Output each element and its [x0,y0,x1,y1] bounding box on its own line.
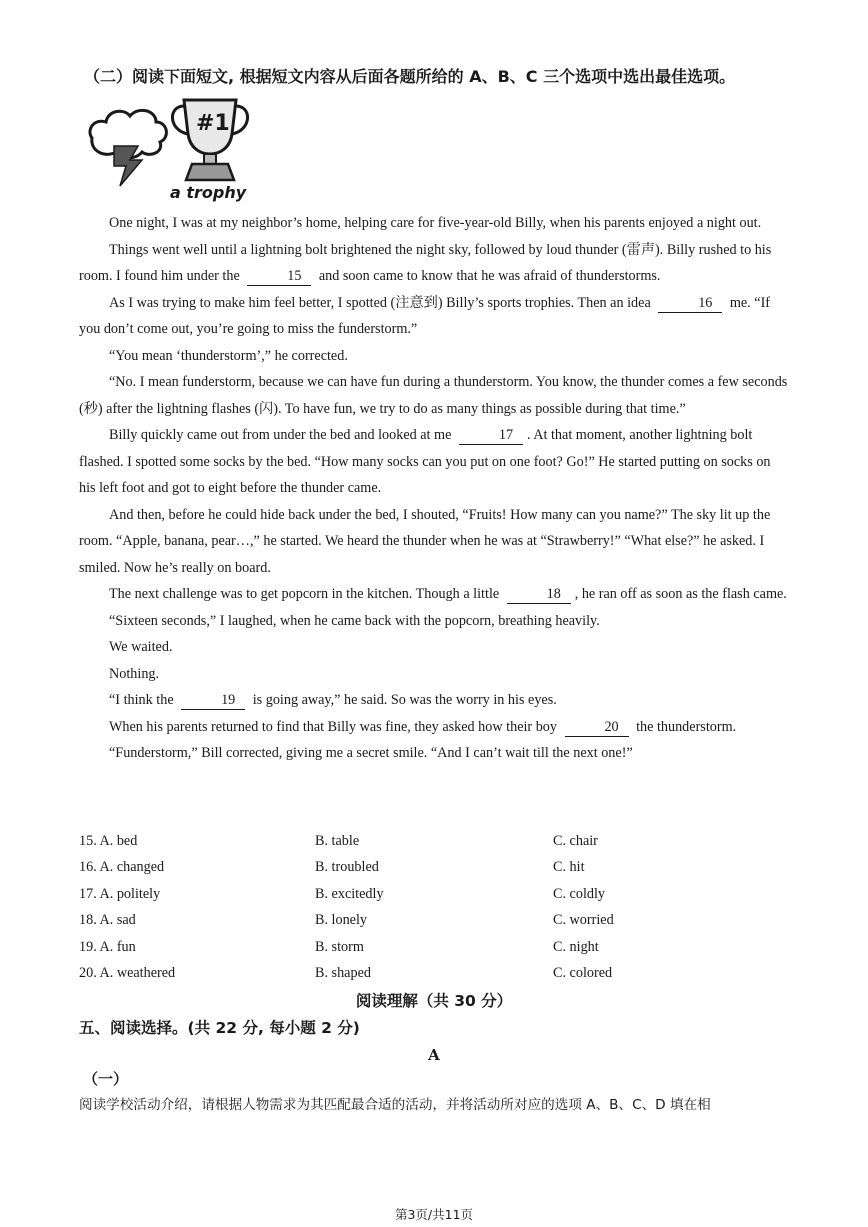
option-a: 18. A. sad [79,912,136,929]
option-b: B. troubled [315,859,379,876]
blank-16: 16 [658,294,722,313]
option-row [79,934,789,960]
passage-text: As I was trying to make him feel better, I spotted (注意到) Billy’s sports trophies. Then an idea [109,294,655,311]
option-row [79,907,789,933]
passage-text: . At that moment, another lightning bolt flashed. I spotted some socks by the bed. “How many socks can you put on one foot? Go!” He started putting on socks on his left foot and got to eight before the thunder came. [79,427,771,496]
option-a: 19. A. fun [79,938,136,955]
part-title: 五、阅读选择。(共 22 分, 每小题 2 分) [79,1019,360,1037]
sub-title: （一） [83,1070,129,1088]
option-c: C. chair [553,833,598,849]
section-title: 阅读理解（共 30 分） [355,992,513,1010]
option-a: 17. A. politely [79,885,161,902]
passage-text: And then, before he could hide back under the bed, I shouted, “Fruits! How many can you name?” The sky lit up the room. “Apple, banana, pear…,” he started. We heard the thunder when he was at “Strawberry!” “What else?” he asked. I smiled. Now he’s really on board. [79,506,771,576]
passage-text: One night, I was at my neighbor’s home, helping care for five-year-old Billy, when his parents enjoyed a night out. [109,215,762,231]
passage-text: me. “If you don’t come out, you’re going to miss the funderstorm.” [79,294,771,337]
blank-17: 17 [459,426,523,445]
passage-text: The next challenge was to get popcorn in the kitchen. Though a little [109,586,503,602]
option-row [79,854,789,880]
reading-passage [79,210,789,767]
passage-text: “No. I mean funderstorm, because we can have fun during a thunderstorm. You know, the thunder comes a few seconds (秒) after the lightning flashes (闪). To have fun, we try to do as many things as possible during that time.” [79,374,788,417]
passage-text: Things went well until a lightning bolt brightened the night sky, followed by loud thunder (雷声). Billy rushed to his room. I found him under the [79,241,772,284]
option-a: 15. A. bed [79,833,138,849]
passage-text: and soon came to know that he was afraid of thunderstorms. [315,268,661,284]
option-c: C. night [553,938,599,955]
passage-text: the thunderstorm. [632,718,737,735]
blank-15: 15 [247,267,311,286]
instruction-text: 阅读学校活动介绍，请根据人物需求为其匹配最合适的活动，并将活动所对应的选项 A、B、C、D 填在相 [79,1097,711,1113]
passage-paragraph [79,608,789,635]
trophy-label: #1 [196,111,230,136]
passage-paragraph [79,210,789,237]
blank-20: 20 [565,718,629,737]
option-c: C. hit [553,859,585,876]
passage-text: “I think the [109,692,178,708]
option-row [79,881,789,907]
trophy-icon [172,100,247,180]
illustration-caption: a trophy [170,183,247,202]
option-c: C. worried [553,912,614,929]
option-b: B. storm [315,938,364,955]
passage-paragraph [79,343,789,370]
passage-paragraph [79,502,789,582]
passage-text: “Funderstorm,” Bill corrected, giving me a secret smile. “And I can’t wait till the next one!” [109,745,633,761]
passage-text: Billy quickly came out from under the bed and looked at me [109,427,455,443]
trophy-illustration [80,94,250,204]
passage-text: When his parents returned to find that Billy was fine, they asked how their boy [109,718,561,735]
option-b: B. shaped [315,964,371,981]
passage-paragraph [79,661,789,688]
passage-text: Nothing. [109,665,160,682]
passage-paragraph [79,634,789,661]
option-b: B. excitedly [315,885,384,902]
passage-text: We waited. [109,639,173,655]
option-a: 16. A. changed [79,859,165,876]
option-b: B. lonely [315,912,368,929]
passage-letter: A [428,1046,440,1064]
passage-paragraph [79,740,789,767]
option-b: B. table [315,833,360,849]
passage-text: “Sixteen seconds,” I laughed, when he came back with the popcorn, breathing heavily. [109,612,600,629]
blank-18: 18 [507,585,571,604]
passage-paragraph [79,687,789,714]
blank-19: 19 [181,691,245,710]
passage-paragraph [79,290,789,343]
section-heading: （二）阅读下面短文, 根据短文内容从后面各题所给的 A、B、C 三个选项中选出最佳选项。 [84,67,736,86]
passage-paragraph [79,581,789,608]
answer-options [79,828,789,986]
option-row [79,828,789,854]
passage-paragraph [79,369,789,422]
passage-paragraph [79,237,789,290]
option-c: C. colored [553,964,613,981]
passage-paragraph [79,422,789,502]
passage-text: , he ran off as soon as the flash came. [574,586,787,602]
passage-text: is going away,” he said. So was the worry in his eyes. [249,692,557,708]
option-row [79,960,789,986]
option-c: C. coldly [553,885,606,902]
passage-text: “You mean ‘thunderstorm’,” he corrected. [109,347,348,364]
option-a: 20. A. weathered [79,964,176,981]
page-footer: 第3页/共11页 [394,1207,474,1222]
passage-paragraph [79,714,789,741]
